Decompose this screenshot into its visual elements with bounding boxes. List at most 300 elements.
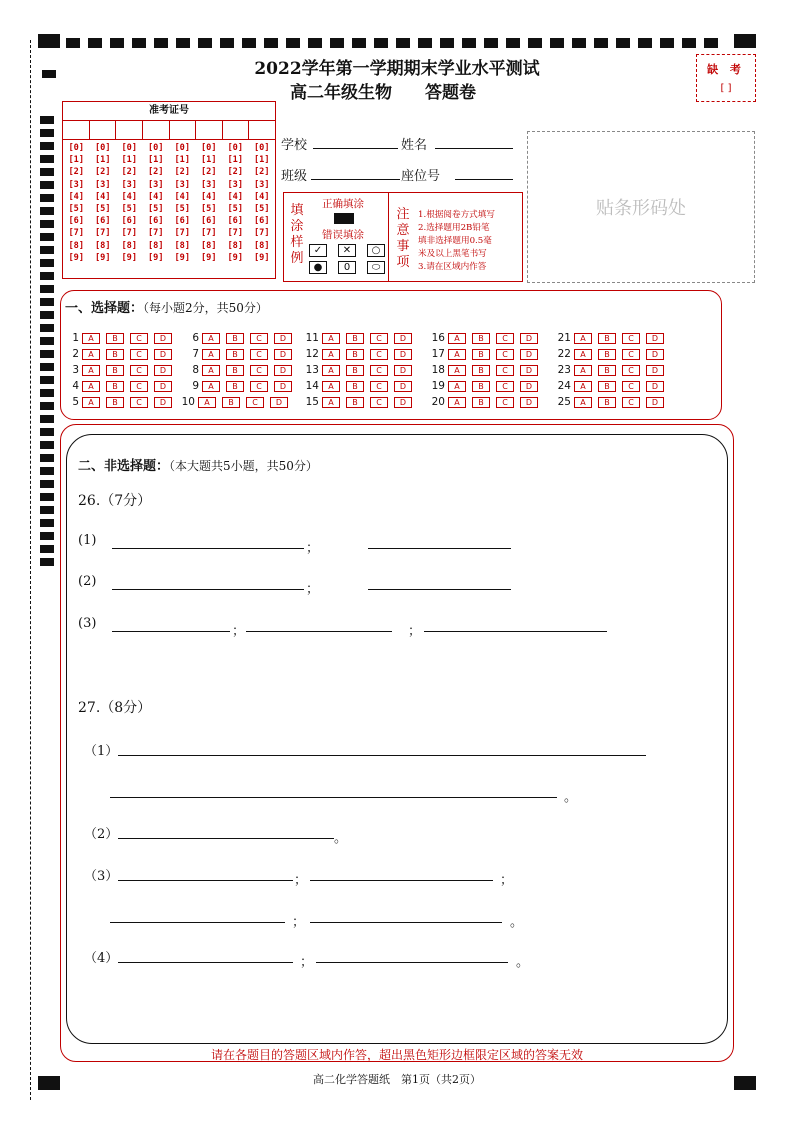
digit-bubble[interactable]: [1] xyxy=(253,155,270,166)
separator: ； xyxy=(232,624,246,639)
digit-box[interactable] xyxy=(143,121,170,139)
sample-label-char: 例 xyxy=(290,251,304,266)
question-21 xyxy=(557,332,670,344)
option-bubble-a[interactable]: A xyxy=(574,397,592,408)
option-bubble-b[interactable]: B xyxy=(106,333,124,344)
timing-mark xyxy=(40,480,54,488)
option-bubble-b[interactable]: B xyxy=(346,365,364,376)
option-bubble-c[interactable]: C xyxy=(370,349,388,360)
option-bubble-d[interactable]: D xyxy=(520,349,538,360)
q27-3a-input[interactable] xyxy=(118,879,293,881)
option-bubble-d[interactable]: D xyxy=(394,333,412,344)
q26-3b-input[interactable] xyxy=(246,630,392,632)
option-bubble-c[interactable]: C xyxy=(496,365,514,376)
timing-mark xyxy=(440,38,454,48)
timing-mark xyxy=(40,285,54,293)
option-bubble-a[interactable]: A xyxy=(82,381,100,392)
option-bubble-c[interactable]: C xyxy=(130,349,148,360)
option-bubble-d[interactable]: D xyxy=(394,381,412,392)
timing-mark xyxy=(220,38,234,48)
timing-mark xyxy=(682,38,696,48)
question-12 xyxy=(305,348,418,360)
digit-column xyxy=(249,142,276,264)
digit-box[interactable] xyxy=(223,121,250,139)
option-bubble-d[interactable]: D xyxy=(154,381,172,392)
option-bubble-d[interactable]: D xyxy=(274,381,292,392)
option-bubble-a[interactable]: A xyxy=(82,365,100,376)
digit-bubble[interactable]: [1] xyxy=(94,155,111,166)
option-bubble-a[interactable]: A xyxy=(574,365,592,376)
option-bubble-b[interactable]: B xyxy=(598,365,616,376)
option-bubble-b[interactable]: B xyxy=(472,381,490,392)
digit-bubble[interactable]: [5] xyxy=(200,204,217,215)
option-bubble-a[interactable]: A xyxy=(448,333,466,344)
q26-2a-input[interactable] xyxy=(112,588,304,590)
option-bubble-a[interactable]: A xyxy=(202,381,220,392)
digit-bubble[interactable]: [1] xyxy=(121,155,138,166)
timing-mark xyxy=(40,324,54,332)
digit-bubble[interactable]: [2] xyxy=(174,167,191,178)
digit-bubble[interactable]: [1] xyxy=(200,155,217,166)
digit-bubble[interactable]: [9] xyxy=(121,252,138,263)
option-bubble-c[interactable]: C xyxy=(370,365,388,376)
question-26-title: 26.（7分） xyxy=(78,493,152,509)
question-25 xyxy=(557,396,670,408)
q26-part1: (1) xyxy=(78,533,97,548)
digit-bubble[interactable]: [4] xyxy=(94,191,111,202)
digit-bubble[interactable]: [0] xyxy=(68,143,85,153)
option-bubble-a[interactable]: A xyxy=(202,333,220,344)
digit-bubble[interactable]: [5] xyxy=(147,204,164,215)
q27-4a-input[interactable] xyxy=(118,961,293,963)
digit-bubble[interactable]: [0] xyxy=(253,143,270,153)
digit-bubble[interactable]: [7] xyxy=(68,228,85,239)
timing-mark xyxy=(40,272,54,280)
question-number: 18 xyxy=(431,364,445,376)
option-bubble-c[interactable]: C xyxy=(250,381,268,392)
digit-bubble[interactable]: [8] xyxy=(227,240,244,251)
question-23 xyxy=(557,364,670,376)
digit-bubble[interactable]: [8] xyxy=(174,240,191,251)
digit-box[interactable] xyxy=(116,121,143,139)
option-bubble-b[interactable]: B xyxy=(226,349,244,360)
option-bubble-d[interactable]: D xyxy=(270,397,288,408)
q27-3d-input[interactable] xyxy=(310,921,502,923)
digit-column xyxy=(196,142,223,264)
digit-bubble[interactable]: [8] xyxy=(147,240,164,251)
digit-box[interactable] xyxy=(249,121,275,139)
q27-4b-input[interactable] xyxy=(316,961,508,963)
digit-bubble[interactable]: [4] xyxy=(68,191,85,202)
option-bubble-d[interactable]: D xyxy=(274,349,292,360)
digit-bubble[interactable]: [8] xyxy=(68,240,85,251)
option-bubble-b[interactable]: B xyxy=(106,397,124,408)
digit-bubble[interactable]: [8] xyxy=(253,240,270,251)
q26-1a-input[interactable] xyxy=(112,547,304,549)
option-bubble-c[interactable]: C xyxy=(496,333,514,344)
option-bubble-b[interactable]: B xyxy=(346,397,364,408)
option-bubble-c[interactable]: C xyxy=(246,397,264,408)
option-bubble-a[interactable]: A xyxy=(448,381,466,392)
absent-bubble[interactable]: [ ] xyxy=(720,83,732,94)
notice-label-char: 事 xyxy=(396,239,410,254)
option-bubble-a[interactable]: A xyxy=(198,397,216,408)
notice-label-char: 注 xyxy=(396,207,410,222)
option-bubble-d[interactable]: D xyxy=(394,365,412,376)
seat-input[interactable] xyxy=(455,178,513,180)
question-24 xyxy=(557,380,670,392)
option-bubble-d[interactable]: D xyxy=(646,365,664,376)
option-bubble-d[interactable]: D xyxy=(394,349,412,360)
option-bubble-c[interactable]: C xyxy=(622,349,640,360)
digit-bubble[interactable]: [8] xyxy=(200,240,217,251)
option-bubble-a[interactable]: A xyxy=(322,397,340,408)
option-bubble-c[interactable]: C xyxy=(370,397,388,408)
q27-3c-input[interactable] xyxy=(110,921,285,923)
question-10 xyxy=(181,396,294,408)
digit-bubble[interactable]: [7] xyxy=(174,228,191,239)
q27-1a-input[interactable] xyxy=(118,754,646,756)
timing-mark xyxy=(462,38,476,48)
digit-bubble[interactable]: [5] xyxy=(253,204,270,215)
option-bubble-a[interactable]: A xyxy=(322,381,340,392)
option-bubble-c[interactable]: C xyxy=(622,365,640,376)
option-bubble-a[interactable]: A xyxy=(82,349,100,360)
digit-bubble[interactable]: [0] xyxy=(121,143,138,153)
digit-bubble[interactable]: [4] xyxy=(147,191,164,202)
option-bubble-a[interactable]: A xyxy=(448,349,466,360)
digit-bubble[interactable]: [2] xyxy=(94,167,111,178)
option-bubble-b[interactable]: B xyxy=(222,397,240,408)
answer-area xyxy=(66,434,728,1044)
q27-1b-input[interactable] xyxy=(110,796,557,798)
timing-mark xyxy=(40,493,54,501)
option-bubble-c[interactable]: C xyxy=(130,365,148,376)
option-bubble-b[interactable]: B xyxy=(346,333,364,344)
digit-bubble[interactable]: [9] xyxy=(227,252,244,263)
digit-bubble[interactable]: [3] xyxy=(174,179,191,190)
digit-bubble[interactable]: [7] xyxy=(147,228,164,239)
option-bubble-b[interactable]: B xyxy=(106,365,124,376)
timing-mark xyxy=(40,415,54,423)
timing-mark xyxy=(40,402,54,410)
question-4 xyxy=(65,380,178,392)
option-bubble-c[interactable]: C xyxy=(250,333,268,344)
question-number: 13 xyxy=(305,364,319,376)
digit-bubble[interactable]: [1] xyxy=(68,155,85,166)
option-bubble-a[interactable]: A xyxy=(448,397,466,408)
option-bubble-d[interactable]: D xyxy=(646,381,664,392)
option-bubble-b[interactable]: B xyxy=(598,397,616,408)
option-bubble-c[interactable]: C xyxy=(622,381,640,392)
digit-bubble[interactable]: [6] xyxy=(94,216,111,227)
absent-box[interactable] xyxy=(696,54,756,102)
option-bubble-d[interactable]: D xyxy=(646,397,664,408)
option-bubble-a[interactable]: A xyxy=(202,365,220,376)
digit-bubble[interactable]: [4] xyxy=(174,191,191,202)
digit-bubble[interactable]: [8] xyxy=(94,240,111,251)
q26-3a-input[interactable] xyxy=(112,630,230,632)
timing-mark xyxy=(396,38,410,48)
digit-bubble[interactable]: [4] xyxy=(200,191,217,202)
digit-bubble[interactable]: [3] xyxy=(121,179,138,190)
digit-bubble[interactable]: [7] xyxy=(227,228,244,239)
timing-mark xyxy=(40,155,54,163)
q27-part1: （1） xyxy=(84,744,119,759)
option-bubble-a[interactable]: A xyxy=(82,333,100,344)
timing-mark xyxy=(40,441,54,449)
digit-bubble[interactable]: [2] xyxy=(68,167,85,178)
digit-bubble[interactable]: [6] xyxy=(147,216,164,227)
question-19 xyxy=(431,380,544,392)
digit-column xyxy=(116,142,143,264)
option-bubble-c[interactable]: C xyxy=(130,397,148,408)
digit-bubble[interactable]: [9] xyxy=(94,252,111,263)
option-bubble-a[interactable]: A xyxy=(322,349,340,360)
option-bubble-d[interactable]: D xyxy=(646,333,664,344)
digit-bubble[interactable]: [0] xyxy=(94,143,111,153)
digit-bubble[interactable]: [9] xyxy=(68,252,85,263)
digit-box[interactable] xyxy=(170,121,197,139)
option-bubble-d[interactable]: D xyxy=(154,397,172,408)
separator: ； xyxy=(306,582,320,597)
option-bubble-c[interactable]: C xyxy=(130,333,148,344)
digit-bubble[interactable]: [4] xyxy=(121,191,138,202)
option-bubble-b[interactable]: B xyxy=(346,381,364,392)
question-number: 16 xyxy=(431,332,445,344)
option-bubble-c[interactable]: C xyxy=(370,381,388,392)
section2-heading: 二、非选择题：（本大题共5小题，共50分） xyxy=(78,459,318,474)
digit-bubble[interactable]: [5] xyxy=(227,204,244,215)
digit-column xyxy=(90,142,117,264)
option-bubble-c[interactable]: C xyxy=(370,333,388,344)
digit-box[interactable] xyxy=(196,121,223,139)
digit-bubble[interactable]: [2] xyxy=(253,167,270,178)
option-bubble-d[interactable]: D xyxy=(154,333,172,344)
option-bubble-d[interactable]: D xyxy=(154,365,172,376)
digit-bubble[interactable]: [0] xyxy=(200,143,217,153)
digit-bubble[interactable]: [3] xyxy=(94,179,111,190)
option-bubble-b[interactable]: B xyxy=(472,349,490,360)
digit-bubble[interactable]: [9] xyxy=(200,252,217,263)
digit-bubble[interactable]: [6] xyxy=(174,216,191,227)
digit-bubble[interactable]: [1] xyxy=(147,155,164,166)
option-bubble-c[interactable]: C xyxy=(496,381,514,392)
sheet-type: 答题卷 xyxy=(425,83,476,103)
digit-box[interactable] xyxy=(63,121,90,139)
option-bubble-a[interactable]: A xyxy=(322,333,340,344)
option-bubble-c[interactable]: C xyxy=(496,397,514,408)
option-bubble-a[interactable]: A xyxy=(82,397,100,408)
correct-fill-mark xyxy=(334,213,354,224)
option-bubble-b[interactable]: B xyxy=(226,381,244,392)
digit-bubble[interactable]: [5] xyxy=(121,204,138,215)
timing-mark xyxy=(40,545,54,553)
q26-1b-input[interactable] xyxy=(368,547,511,549)
option-bubble-b[interactable]: B xyxy=(106,349,124,360)
digit-bubble[interactable]: [6] xyxy=(121,216,138,227)
option-bubble-b[interactable]: B xyxy=(226,333,244,344)
digit-bubble[interactable]: [4] xyxy=(227,191,244,202)
ellipse-mark-icon: ⬭ xyxy=(367,261,385,274)
question-11 xyxy=(305,332,418,344)
option-bubble-c[interactable]: C xyxy=(622,397,640,408)
notice-line: 3.请在区域内作答 xyxy=(418,262,487,272)
option-bubble-d[interactable]: D xyxy=(154,349,172,360)
digit-bubble[interactable]: [3] xyxy=(253,179,270,190)
digit-bubble[interactable]: [7] xyxy=(94,228,111,239)
q27-2-input[interactable] xyxy=(118,837,334,839)
digit-bubbles xyxy=(63,140,275,264)
option-bubble-a[interactable]: A xyxy=(574,333,592,344)
option-bubble-d[interactable]: D xyxy=(274,333,292,344)
q27-3b-input[interactable] xyxy=(310,879,493,881)
option-bubble-b[interactable]: B xyxy=(346,349,364,360)
q27-part3: （3） xyxy=(84,869,119,884)
option-bubble-d[interactable]: D xyxy=(520,365,538,376)
timing-mark xyxy=(40,207,54,215)
option-bubble-c[interactable]: C xyxy=(130,381,148,392)
digit-bubble[interactable]: [5] xyxy=(68,204,85,215)
sample-label xyxy=(290,203,304,267)
check-mark-icon: ✓ xyxy=(309,244,327,257)
digit-bubble[interactable]: [0] xyxy=(147,143,164,153)
timing-mark xyxy=(286,38,300,48)
option-bubble-a[interactable]: A xyxy=(202,349,220,360)
digit-bubble[interactable]: [1] xyxy=(227,155,244,166)
digit-bubble[interactable]: [3] xyxy=(68,179,85,190)
digit-bubble[interactable]: [2] xyxy=(227,167,244,178)
option-bubble-a[interactable]: A xyxy=(574,381,592,392)
option-bubble-c[interactable]: C xyxy=(622,333,640,344)
digit-bubble[interactable]: [2] xyxy=(121,167,138,178)
digit-bubble[interactable]: [4] xyxy=(253,191,270,202)
q26-2b-input[interactable] xyxy=(368,588,511,590)
option-bubble-d[interactable]: D xyxy=(520,397,538,408)
digit-bubble[interactable]: [0] xyxy=(174,143,191,153)
timing-mark xyxy=(374,38,388,48)
option-bubble-b[interactable]: B xyxy=(598,333,616,344)
class-input[interactable] xyxy=(311,178,400,180)
timing-mark xyxy=(484,38,498,48)
option-bubble-a[interactable]: A xyxy=(574,349,592,360)
digit-bubble[interactable]: [9] xyxy=(253,252,270,263)
question-8 xyxy=(185,364,298,376)
option-bubble-d[interactable]: D xyxy=(394,397,412,408)
timing-mark xyxy=(352,38,366,48)
timing-mark xyxy=(40,220,54,228)
school-input[interactable] xyxy=(313,147,398,149)
name-input[interactable] xyxy=(435,147,513,149)
corner-mark xyxy=(38,34,60,48)
option-bubble-b[interactable]: B xyxy=(598,381,616,392)
option-bubble-a[interactable]: A xyxy=(322,365,340,376)
digit-column xyxy=(143,142,170,264)
question-18 xyxy=(431,364,544,376)
wrong-fill-label: 错误填涂 xyxy=(322,229,364,241)
digit-bubble[interactable]: [6] xyxy=(253,216,270,227)
question-number: 1 xyxy=(72,332,79,344)
digit-bubble[interactable]: [7] xyxy=(121,228,138,239)
digit-bubble[interactable]: [2] xyxy=(200,167,217,178)
question-number: 15 xyxy=(305,396,319,408)
timing-mark xyxy=(40,506,54,514)
digit-bubble[interactable]: [1] xyxy=(174,155,191,166)
option-bubble-d[interactable]: D xyxy=(520,333,538,344)
digit-bubble[interactable]: [9] xyxy=(147,252,164,263)
divider xyxy=(388,193,389,281)
option-bubble-d[interactable]: D xyxy=(646,349,664,360)
digit-bubble[interactable]: [7] xyxy=(200,228,217,239)
sample-label-char: 样 xyxy=(290,235,304,250)
admission-header: 准考证号 xyxy=(63,102,275,121)
option-bubble-b[interactable]: B xyxy=(472,365,490,376)
timing-mark xyxy=(40,194,54,202)
digit-bubble[interactable]: [5] xyxy=(174,204,191,215)
timing-mark xyxy=(40,168,54,176)
option-bubble-b[interactable]: B xyxy=(598,349,616,360)
option-bubble-d[interactable]: D xyxy=(274,365,292,376)
admission-number-grid xyxy=(62,101,276,279)
timing-mark xyxy=(110,38,124,48)
timing-mark xyxy=(528,38,542,48)
digit-bubble[interactable]: [9] xyxy=(174,252,191,263)
digit-bubble[interactable]: [6] xyxy=(227,216,244,227)
digit-bubble[interactable]: [3] xyxy=(227,179,244,190)
digit-bubble[interactable]: [3] xyxy=(147,179,164,190)
digit-bubble[interactable]: [6] xyxy=(200,216,217,227)
option-bubble-d[interactable]: D xyxy=(520,381,538,392)
question-number: 11 xyxy=(305,332,319,344)
notice-line: 填非选择题用0.5毫 xyxy=(418,236,492,246)
digit-bubble[interactable]: [2] xyxy=(147,167,164,178)
question-2 xyxy=(65,348,178,360)
option-bubble-b[interactable]: B xyxy=(472,397,490,408)
name-label: 姓名 xyxy=(401,138,428,153)
digit-bubble[interactable]: [3] xyxy=(200,179,217,190)
digit-bubble[interactable]: [0] xyxy=(227,143,244,153)
digit-bubble[interactable]: [7] xyxy=(253,228,270,239)
digit-column xyxy=(169,142,196,264)
question-7 xyxy=(185,348,298,360)
separator: ； xyxy=(500,873,514,888)
timing-mark xyxy=(40,389,54,397)
digit-column xyxy=(63,142,90,264)
digit-box[interactable] xyxy=(90,121,117,139)
digit-bubble[interactable]: [6] xyxy=(68,216,85,227)
digit-bubble[interactable]: [5] xyxy=(94,204,111,215)
option-bubble-c[interactable]: C xyxy=(250,349,268,360)
option-bubble-b[interactable]: B xyxy=(106,381,124,392)
digit-bubble[interactable]: [8] xyxy=(121,240,138,251)
notice-text xyxy=(418,209,495,274)
option-bubble-c[interactable]: C xyxy=(496,349,514,360)
timing-mark xyxy=(40,298,54,306)
timing-mark xyxy=(40,532,54,540)
option-bubble-c[interactable]: C xyxy=(250,365,268,376)
q26-3c-input[interactable] xyxy=(424,630,607,632)
question-6 xyxy=(185,332,298,344)
q27-part2: （2） xyxy=(84,827,119,842)
separator: ； xyxy=(300,955,314,970)
timing-mark xyxy=(308,38,322,48)
digit-column xyxy=(222,142,249,264)
question-number: 8 xyxy=(192,364,199,376)
option-bubble-b[interactable]: B xyxy=(472,333,490,344)
question-number: 10 xyxy=(181,396,195,408)
option-bubble-b[interactable]: B xyxy=(226,365,244,376)
option-bubble-a[interactable]: A xyxy=(448,365,466,376)
